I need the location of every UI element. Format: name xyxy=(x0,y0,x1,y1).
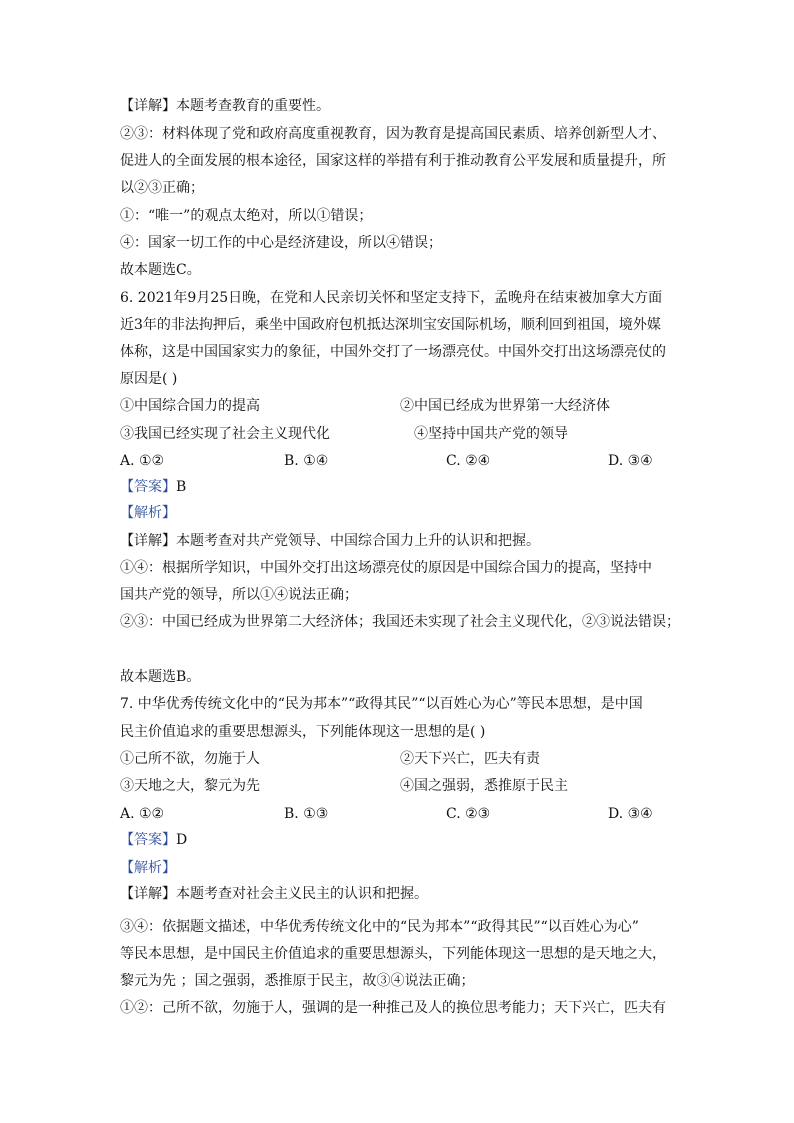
q7-analysis-line: ①②：己所不欲，勿施于人，强调的是一种推己及人的换位思考能力；天下兴亡，匹夫有 xyxy=(120,1000,666,1016)
answer-value: D xyxy=(176,832,188,848)
q6-stem-line: 体称，这是中国国家实力的象征，中国外交打了一场漂亮仗。中国外交打出这场漂亮仗的 xyxy=(120,344,666,360)
q6-analysis-line: 国共产党的领导，所以①④说法正确； xyxy=(120,587,358,603)
q7-analysis-line: ③④：依据题文描述，中华优秀传统文化中的“民为邦本”“政得其民”“以百姓心为心” xyxy=(120,919,639,935)
q7-stem-line: 7. 中华优秀传统文化中的“民为邦本”“政得其民”“以百姓心为心”等民本思想，是中国 xyxy=(120,696,643,712)
q6-choice-c: C. ②④ xyxy=(446,453,491,469)
answer-tag: 【答案】 xyxy=(120,832,176,848)
q7-choice-c: C. ②③ xyxy=(446,806,491,822)
answer-tag: 【答案】 xyxy=(120,479,176,495)
q7-option: ②天下兴亡，匹夫有责 xyxy=(400,751,540,767)
q6-choices-row xyxy=(120,451,680,471)
q7-detail: 【详解】本题考查对社会主义民主的认识和把握。 xyxy=(120,886,428,902)
q7-analysis-line: 等民本思想，是中国民主价值追求的重要思想源头，下列能体现这一思想的是天地之大， xyxy=(120,946,666,962)
q6-stem-line: 原因是( ) xyxy=(120,371,178,387)
q5-analysis-line: ②③：材料体现了党和政府高度重视教育，因为教育是提高国民素质、培养创新型人才、 xyxy=(120,126,666,142)
q7-choices-row xyxy=(120,804,680,824)
q5-conclusion: 故本题选C。 xyxy=(120,262,201,278)
q7-options-row xyxy=(120,749,680,769)
q6-answer xyxy=(120,477,680,497)
q6-detail: 【详解】本题考查对共产党领导、中国综合国力上升的认识和把握。 xyxy=(120,533,540,549)
q5-analysis-line: ①：“唯一”的观点太绝对，所以①错误； xyxy=(120,208,373,224)
q6-options-row xyxy=(120,424,680,444)
q5-detail: 【详解】本题考查教育的重要性。 xyxy=(120,98,330,114)
answer-value: B xyxy=(176,479,187,495)
q6-stem-line: 近3年的非法拘押后，乘坐中国政府包机抵达深圳宝安国际机场，顺利回到祖国，境外媒 xyxy=(120,317,661,333)
q6-option: ④坚持中国共产党的领导 xyxy=(414,426,568,442)
q5-analysis-line: 以②③正确； xyxy=(120,180,204,196)
q6-choice-b: B. ①④ xyxy=(284,453,329,469)
q7-stem-line: 民主价值追求的重要思想源头，下列能体现这一思想的是( ) xyxy=(120,724,486,740)
q6-analysis-line: ②③：中国已经成为世界第二大经济体；我国还未实现了社会主义现代化，②③说法错误； xyxy=(120,614,680,630)
q7-choice-d: D. ③④ xyxy=(608,806,653,822)
q6-option: ①中国综合国力的提高 xyxy=(120,398,260,414)
q6-conclusion: 故本题选B。 xyxy=(120,669,201,685)
q6-choice-a: A. ①② xyxy=(120,453,165,469)
q5-analysis-line: 促进人的全面发展的根本途径，国家这样的举措有利于推动教育公平发展和质量提升，所 xyxy=(120,153,666,169)
q7-choice-a: A. ①② xyxy=(120,806,165,822)
q6-option: ②中国已经成为世界第一大经济体 xyxy=(400,398,610,414)
q6-option: ③我国已经实现了社会主义现代化 xyxy=(120,426,330,442)
q7-option: ①己所不欲，勿施于人 xyxy=(120,751,260,767)
q7-answer xyxy=(120,830,680,850)
q6-analysis-line: ①④：根据所学知识，中国外交打出这场漂亮仗的原因是中国综合国力的提高，坚持中 xyxy=(120,560,652,576)
q5-analysis-line: ④：国家一切工作的中心是经济建设，所以④错误； xyxy=(120,235,442,251)
q6-options-row xyxy=(120,396,680,416)
q7-options-row xyxy=(120,776,680,796)
q7-option: ④国之强弱，悉推原于民主 xyxy=(400,778,568,794)
q7-analysis-tag: 【解析】 xyxy=(120,860,176,876)
q7-option: ③天地之大，黎元为先 xyxy=(120,778,260,794)
q6-stem-line: 6. 2021年9月25日晚，在党和人民亲切关怀和坚定支持下，孟晚舟在结束被加拿大方面 xyxy=(120,290,663,306)
q7-choice-b: B. ①③ xyxy=(284,806,329,822)
q7-analysis-line: 黎元为先 ；国之强弱，悉推原于民主，故③④说法正确； xyxy=(120,973,475,989)
q6-choice-d: D. ③④ xyxy=(608,453,653,469)
q6-analysis-tag: 【解析】 xyxy=(120,505,176,521)
